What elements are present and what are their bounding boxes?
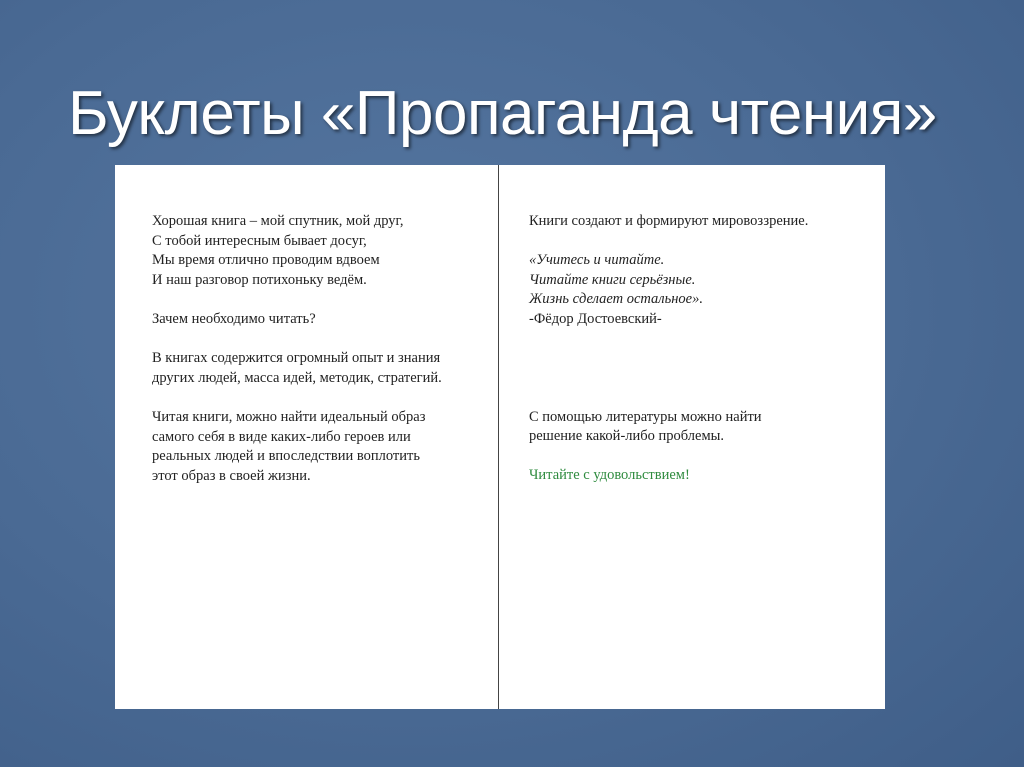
quote-line: «Учитесь и читайте. [529,252,665,269]
intro: Книги создают и формируют мировоззрение. [529,213,809,229]
closing-line: Читайте с удовольствием! [529,467,690,484]
question: Зачем необходимо читать? [152,310,316,327]
text-line: В книгах содержится огромный опыт и знания [152,350,441,367]
text-line: других людей, масса идей, методик, стратегий. [152,369,442,386]
quote-line: Жизнь сделает остальное». [529,291,703,308]
right-page [529,212,808,506]
quote-line: Читайте книги серьёзные. [529,271,696,288]
quote-author: -Фёдор Достоевский- [529,310,662,327]
poem-line: Хорошая книга – мой спутник, мой друг, [152,213,404,229]
text-line: самого себя в виде каких-либо героев или [152,428,411,445]
quote [529,251,808,329]
text-line: Читая книги, можно найти идеальный образ [152,408,426,425]
text-line: этот образ в своей жизни. [152,467,311,484]
left-page [152,212,442,506]
slide-title: Буклеты «Пропаганда чтения» [68,79,937,148]
text-line: реальных людей и впоследствии воплотить [152,448,420,465]
paragraph-ideal [152,408,442,486]
poem [152,212,442,290]
paragraph-experience [152,349,442,388]
poem-line: С тобой интересным бывает досуг, [152,232,367,249]
text-line: С помощью литературы можно найти [529,408,762,425]
poem-line: Мы время отлично проводим вдвоем [152,252,380,269]
text-line: решение какой-либо проблемы. [529,428,725,445]
paragraph-literature [529,408,808,447]
poem-line: И наш разговор потихоньку ведём. [152,271,367,288]
booklet-spread [115,165,885,709]
page-fold-divider [498,165,499,709]
